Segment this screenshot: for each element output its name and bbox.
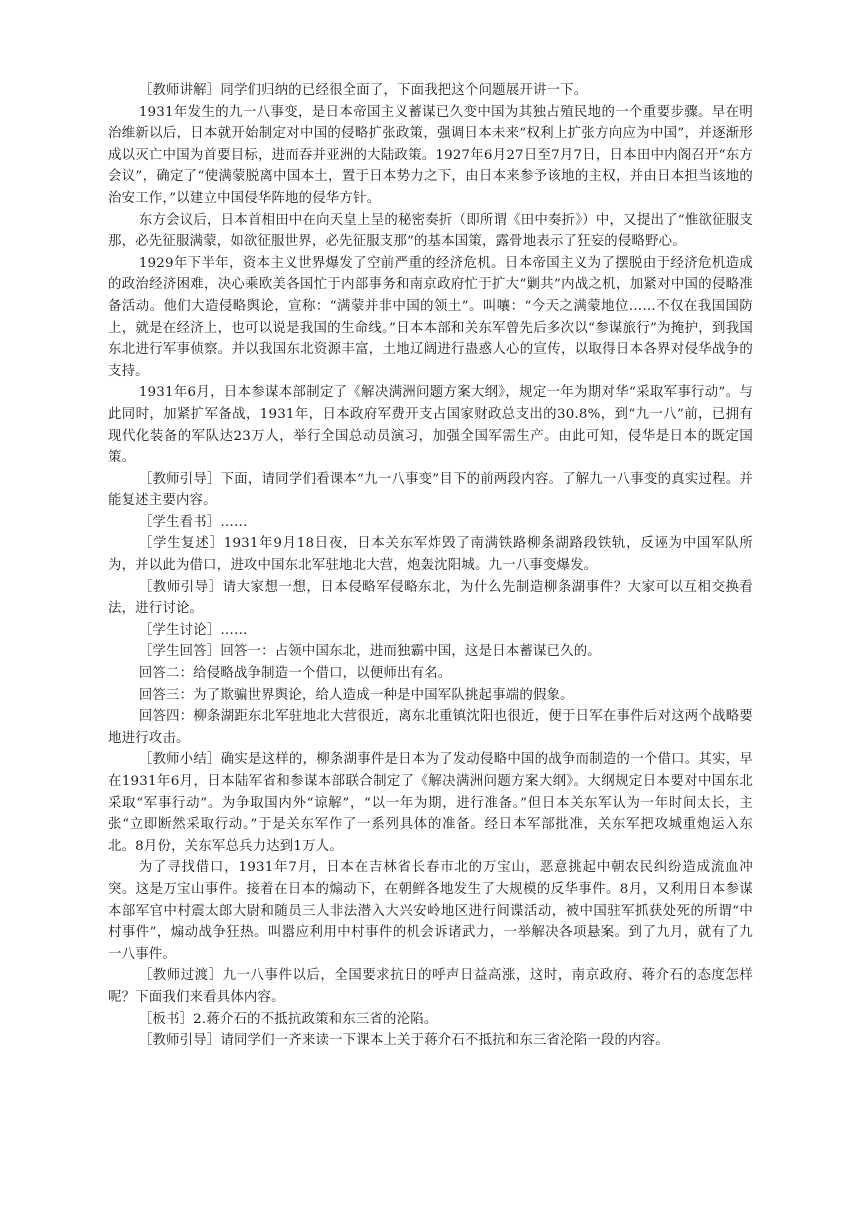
paragraph-teacher-lecture: ［教师讲解］同学们归纳的已经很全面了，下面我把这个问题展开讲一下。	[138, 83, 588, 98]
paragraph-answer-1: ［学生回答］回答一：占领中国东北，进而独霸中国，这是日本蓄谋已久的。	[138, 644, 601, 660]
paragraph-1931-incident: 1931年发生的九一八事变，是日本帝国主义蓄谋已久变中国为其独占殖民地的一个重要步骤。早在明治维新以后，日本就开始制定对中国的侵略扩张政策，强调日本未来“权利上扩张方向应为中国”，并逐渐形成以灭亡中国为首要目标，进而吞并亚洲的大陆政策。1927年6月27日至7月7日，日本田中内阁召开“东方会议”，确定了“使满蒙脱离中国本土，置于日本势力之下，由日本来参予该地的主权，并由日本担当该地的治安工作，”以建立中国侵华阵地的侵华方针。	[108, 104, 753, 206]
document-body	[108, 80, 753, 1052]
paragraph-answer-2: 回答二：给侵略战争制造一个借口，以便师出有名。	[138, 666, 452, 682]
paragraph-1929-crisis: 1929年下半年，资本主义世界爆发了空前严重的经济危机。日本帝国主义为了摆脱由于经济危机造成的政治经济困难，决心乘欧美各国忙于内部事务和南京政府忙于扩大“剿共”内战之机，加紧对中国的侵略准备活动。他们大造侵略舆论，宣称：“满蒙并非中国的领土”。叫嚷：“今天之满蒙地位……不仅在我国国防上，就是在经济上，也可以说是我国的生命线。”日本本部和关东军曾先后多次以“参谋旅行”为掩护，到我国东北进行军事侦察。并以我国东北资源丰富，土地辽阔进行蛊惑人心的宣传，以取得日本各界对侵华战争的支持。	[108, 255, 753, 379]
paragraph-eastern-conference: 东方会议后，日本首相田中在向天皇上呈的秘密奏折（即所谓《田中奏折》）中，又提出了“惟欲征服支那，必先征服满蒙，如欲征服世界，必先征服支那”的基本国策，露骨地表示了狂妄的侵略野心。	[108, 212, 753, 250]
paragraph-teacher-guide-2: ［教师引导］请大家想一想，日本侵略军侵略东北，为什么先制造柳条湖事件？大家可以互相交换看法，进行讨论。	[108, 579, 753, 617]
paragraph-answer-3: 回答三：为了欺骗世界舆论，给人造成一种是中国军队挑起事端的假象。	[138, 687, 574, 703]
paragraph-blackboard: ［板书］2.蒋介石的不抵抗政策和东三省的沦陷。	[138, 1011, 438, 1027]
paragraph-teacher-guide-3: ［教师引导］请同学们一齐来读一下课本上关于蒋介石不抵抗和东三省沦陷一段的内容。	[138, 1033, 669, 1049]
paragraph-teacher-guide-1: ［教师引导］下面，请同学们看课本“九一八事变”目下的前两段内容。了解九一八事变的真实过程。并能复述主要内容。	[108, 471, 753, 509]
paragraph-1931-june: 1931年6月，日本参谋本部制定了《解决满洲问题方案大纲》，规定一年为期对华“采取军事行动”。与此同时，加紧扩军备战，1931年，日本政府军费开支占国家财政总支出的30.8%，到“九一八”前，已拥有现代化装备的军队达23万人，举行全国总动员演习，加强全国军需生产。由此可知，侵华是日本的既定国策。	[108, 385, 753, 466]
paragraph-wanbaoshan: 为了寻找借口，1931年7月，日本在吉林省长春市北的万宝山，恶意挑起中朝农民纠纷造成流血冲突。这是万宝山事件。接着在日本的煽动下，在朝鲜各地发生了大规模的反华事件。8月，又利用日本参谋本部军官中村震太郎大尉和随员三人非法潜入大兴安岭地区进行间谍活动，被中国驻军抓获处死的所谓“中村事件”，煽动战争狂热。叫嚣应利用中村事件的机会诉诸武力，一举解决各项悬案。到了九月，就有了九一八事件。	[108, 860, 753, 962]
paragraph-student-reading: ［学生看书］……	[138, 514, 248, 530]
paragraph-teacher-transition: ［教师过渡］九一八事件以后，全国要求抗日的呼声日益高涨，这时，南京政府、蒋介石的态度怎样呢？下面我们来看具体内容。	[108, 968, 753, 1005]
paragraph-teacher-summary: ［教师小结］确实是这样的，柳条湖事件是日本为了发动侵略中国的战争而制造的一个借口。其实，早在1931年6月，日本陆军省和参谋本部联合制定了《解决满洲问题方案大纲》。大纲规定日本要对中国东北采取“军事行动”。为争取国内外“谅解”，“以一年为期，进行准备。”但日本关东军认为一年时间太长，主张“立即断然采取行动。”于是关东军作了一系列具体的准备。经日本军部批准，关东军把攻城重炮运入东北。8月份，关东军总兵力达到1万人。	[108, 752, 753, 854]
paragraph-answer-4: 回答四：柳条湖距东北军驻地北大营很近，离东北重镇沈阳也很近，便于日军在事件后对这两个战略要地进行攻击。	[108, 709, 753, 746]
paragraph-student-retell: ［学生复述］1931年9月18日夜，日本关东军炸毁了南满铁路柳条湖路段铁轨，反诬为中国军队所为，并以此为借口，进攻中国东北军驻地北大营，炮轰沈阳城。九一八事变爆发。	[108, 536, 753, 574]
paragraph-student-discussion: ［学生讨论］……	[138, 622, 248, 638]
